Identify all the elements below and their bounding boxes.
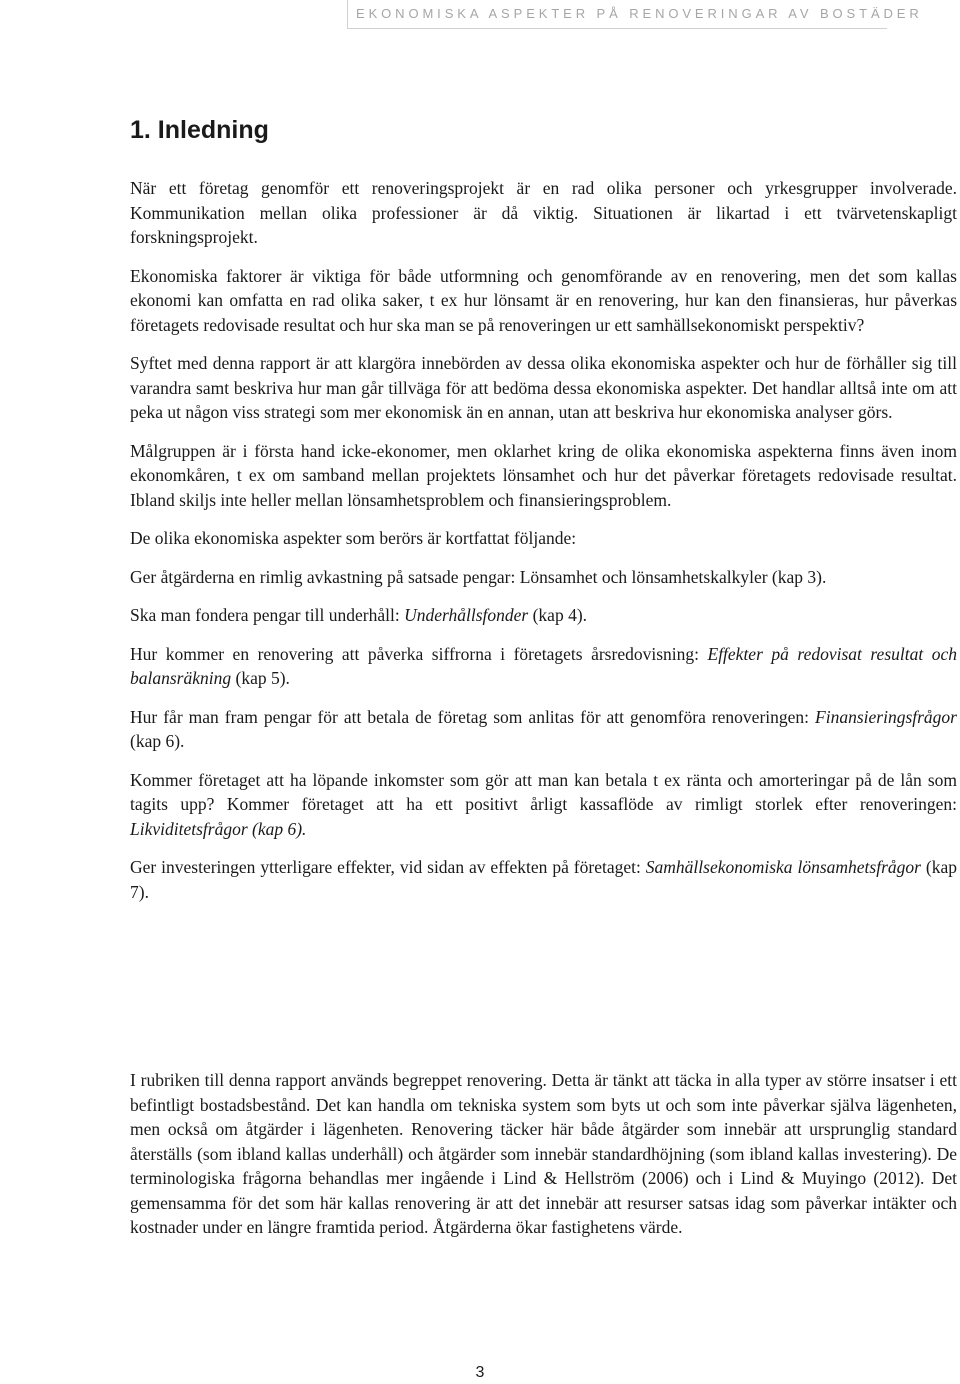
aspect-topic: Effekter på redovisat resultat och balansräkning	[130, 643, 957, 688]
paragraph-aspect-liquidity	[130, 768, 957, 842]
terminology-block	[130, 1068, 957, 1240]
paragraph-economic-factors: Ekonomiska faktorer är viktiga för både utformning och genomförande av en renovering, men det som kallas ekonomi kan omfatta en rad olika saker, t ex hur lönsamt är en renovering, hur kan den finansieras, hur påverkas företagets redovisade resultat och hur ska man se på renoveringen ur ett samhällsekonomiskt perspektiv?	[130, 265, 957, 335]
intro-block	[130, 176, 957, 904]
paragraph-purpose: Syftet med denna rapport är att klargöra innebörden av dessa olika ekonomiska aspekter och hur de förhåller sig till varandra samt beskriva hur man går tillväga för att bedöma dessa ekonomiska aspekter. Det handlar alltså inte om att peka ut någon viss strategi som mer ekonomisk än en annan, utan att beskriva hur ekonomiska analyser görs.	[130, 353, 957, 422]
paragraph-aspect-profitability: Ger åtgärderna en rimlig avkastning på satsade pengar: Lönsamhet och lönsamhetskalkyler (kap 3).	[130, 566, 827, 587]
paragraph-target-group: Målgruppen är i första hand icke-ekonomer, men oklarhet kring de olika ekonomiska aspekterna finns även inom ekonomkåren, t ex om samband mellan projektets lönsamhet och hur det påverkar företagets redovisade resultat. Ibland skiljs inte heller mellan lönsamhetsproblem och finansieringsproblem.	[130, 440, 957, 510]
paragraph-aspect-socioeconomic	[130, 855, 957, 904]
running-header	[347, 0, 923, 29]
paragraph-aspect-maintenance-funds	[130, 603, 957, 628]
aspect-text: Kommer företaget att ha löpande inkomster som gör att man kan betala t ex ränta och amorteringar på de lån som tagits upp? Kommer företaget att ha ett positivt årligt kassaflöde av rimligt storlek efter renoveringen:	[130, 769, 957, 814]
paragraph-communication: När ett företag genomför ett renoveringsprojekt är en rad olika personer och yrkesgrupper involverade. Kommunikation mellan olika professioner är då viktig. Situationen är likartad i ett tvärvetenskapligt forskningsprojekt.	[130, 178, 957, 247]
aspect-chapter-ref: (kap 6).	[130, 731, 185, 751]
aspect-topic: Likviditetsfrågor (kap 6).	[130, 818, 307, 839]
aspect-topic: Underhållsfonder	[404, 605, 529, 625]
aspect-text: Ger investeringen ytterligare effekter, vid sidan av effekten på företaget:	[130, 857, 646, 877]
aspect-text: Hur kommer en renovering att påverka siffrorna i företagets årsredovisning:	[130, 643, 708, 664]
aspect-chapter-ref: (kap 5).	[231, 668, 290, 688]
paragraph-aspect-financing	[130, 705, 957, 754]
aspect-chapter-ref: (kap 7).	[130, 857, 957, 902]
paragraph-aspects-intro: De olika ekonomiska aspekter som berörs är kortfattat följande:	[130, 528, 577, 548]
aspect-topic: Samhällsekonomiska lönsamhetsfrågor	[645, 857, 921, 877]
aspect-text: Ska man fondera pengar till underhåll:	[130, 605, 405, 625]
aspect-text: Hur får man fram pengar för att betala de företag som anlitas för att genomföra renoveringen:	[130, 706, 816, 727]
paragraph-aspect-accounting	[130, 642, 957, 691]
aspect-chapter-ref: (kap 4).	[528, 605, 588, 625]
chapter-title: 1. Inledning	[130, 116, 269, 144]
paragraph-renovation-definition: I rubriken till denna rapport används begreppet renovering. Detta är tänkt att täcka in alla typer av större insatser i ett befintligt bostadsbestånd. Det kan handla om tekniska system som byts ut och som inte påverkar själva lägenheten, men också om åtgärder i lägenheten. Renovering täcker här både åtgärder som innebär att ursprunglig standard återställs (som ibland kallas underhåll) och åtgärder som innebär standardhöjning (som ibland kallas investering). De terminologiska frågorna behandlas mer ingående i Lind & Hellström (2006) och i Lind & Muyingo (2012). Det gemensamma för det som här kallas renovering är att det innebär att resurser satsas idag som påverkar intäkter och kostnader under en längre framtida period. Åtgärderna ökar fastighetens värde.	[130, 1070, 957, 1237]
page-number: 3	[475, 1364, 485, 1381]
aspect-topic: Finansieringsfrågor	[815, 706, 957, 727]
running-header-title: EKONOMISKA ASPEKTER PÅ RENOVERINGAR AV BOSTÄDER	[356, 6, 923, 21]
